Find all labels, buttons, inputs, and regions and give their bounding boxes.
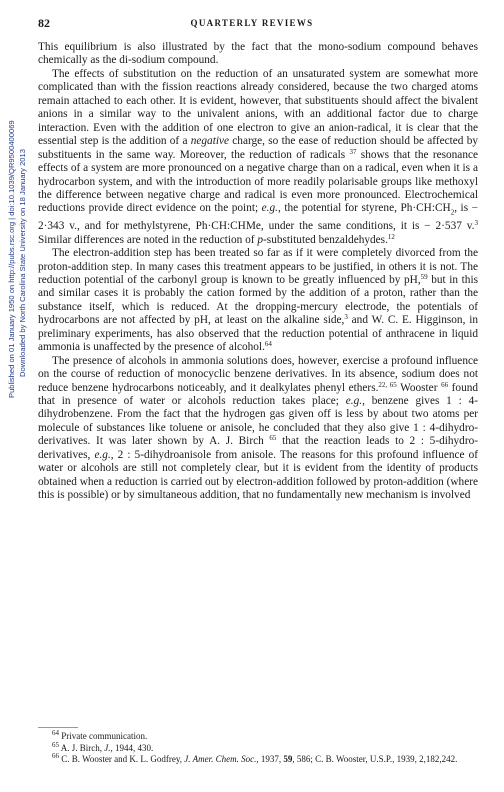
footnote: $^{66}$ C. B. Wooster and K. L. Godfrey, J. Amer. Chem. Soc., 1937, 59, 586; C. B. Wooster, U.S.P., 1939, 2,182,242. xyxy=(52,752,458,764)
footnote: $^{65}$ A. J. Birch, J., 1944, 430. xyxy=(52,740,154,753)
watermark-downloaded-line: Downloaded by North Carolina State University on 18 January 2013 xyxy=(18,149,27,377)
paragraph: The electron-addition step has been treated so far as if it were completely divorced from the proton-addition step. In many cases this treatment appears to be justified, in others it is not. The reduction potential of the carbonyl group is known to be greatly influenced by pH,$^{59}$ but in this and similar cases it is probably the cation formed by the addition of a proton, rather than the substance itself, which is reduced. At the dropping-mercury electrode, the potentials of hydrocarbons are not affected by pH, at least on the alkaline side,$^3$ and W. C. E. Higginson, in preliminary experiments, has also observed that the reduction potential of anthracene in liquid ammonia is unaffected by the presence of alcohol.$^{64}$ xyxy=(38,247,478,354)
footnote: $^{64}$ Private communication. xyxy=(52,729,148,741)
paragraph: This equilibrium is also illustrated by the fact that the mono-sodium compound behaves chemically as the di-sodium compound. xyxy=(38,41,478,67)
download-watermark xyxy=(6,120,28,398)
paragraph: The presence of alcohols in ammonia solutions does, however, exercise a profound influence on the course of reduction of monocyclic benzene derivatives. In its absence, sodium does not reduce benzene hydrocarbons noticeably, and it dealkylates phenyl ethers.$^{22, 65}$ Wooster $^{66}$ found that in presence of water or alcohols reduction takes place; e.g., benzene gives 1 : 4-dihydrobenzene. From the fact that the hydrogen gas given off is less by about two atoms per molecule of substances like toluene or anisole, he concluded that they also give 1 : 4-dihydro-derivatives. It was later shown by A. J. Birch $^{65}$ that the reaction leads to 2 : 5-dihydro-derivatives, e.g., 2 : 5-dihydroanisole from anisole. The reasons for this profound influence of water or alcohols are still not completely clear, but it is evident from the identity of products obtained when a reduction is carried out by electron-addition followed by proton-addition (where this is possible) or by simultaneous addition, that no fundamentally new mechanism is involved xyxy=(38,354,479,502)
footnotes xyxy=(38,731,478,766)
article-body xyxy=(38,41,478,503)
footnote-rule xyxy=(38,727,78,728)
paragraph: The effects of substitution on the reduction of an unsaturated system are somewhat more complicated than with the fission reactions already considered, because the two charged atoms remain attached to each other. It is evident, however, that substituents should affect the bivalent anions in a similar way to the univalent anions, with an additional factor due to charge interaction. Even with the addition of one electron to give an anion-radical, it is clear that the essential step is the addition of a negative charge, so the ease of reduction should be affected by substituents in the same way. Moreover, the reduction of radicals $^{37}$ shows that the resonance effects of a system are more pronounced on a negative charge than on a radical, even when it is a hydrocarbon system, and with the introduction of more readily polarisable groups like methoxyl the difference between negative charge and radical is even more pronounced. Electrochemical reductions provide direct evidence on the point; e.g., the potential for styrene, $Ph\cdot CH:CH_2$, is − 2·343 v., and for methylstyrene, Ph·CH:CHMe, under the same conditions, it is − 2·537 v.$^3$ Similar differences are noted in the reduction of p-substituted benzaldehydes.$^{12}$ xyxy=(38,67,478,246)
page-number: 82 xyxy=(38,16,50,30)
running-title: QUARTERLY REVIEWS xyxy=(190,18,314,28)
watermark-published-line: Published on 01 January 1950 on http://pubs.rsc.org | doi:10.1039/QR9500400069 xyxy=(7,120,16,398)
